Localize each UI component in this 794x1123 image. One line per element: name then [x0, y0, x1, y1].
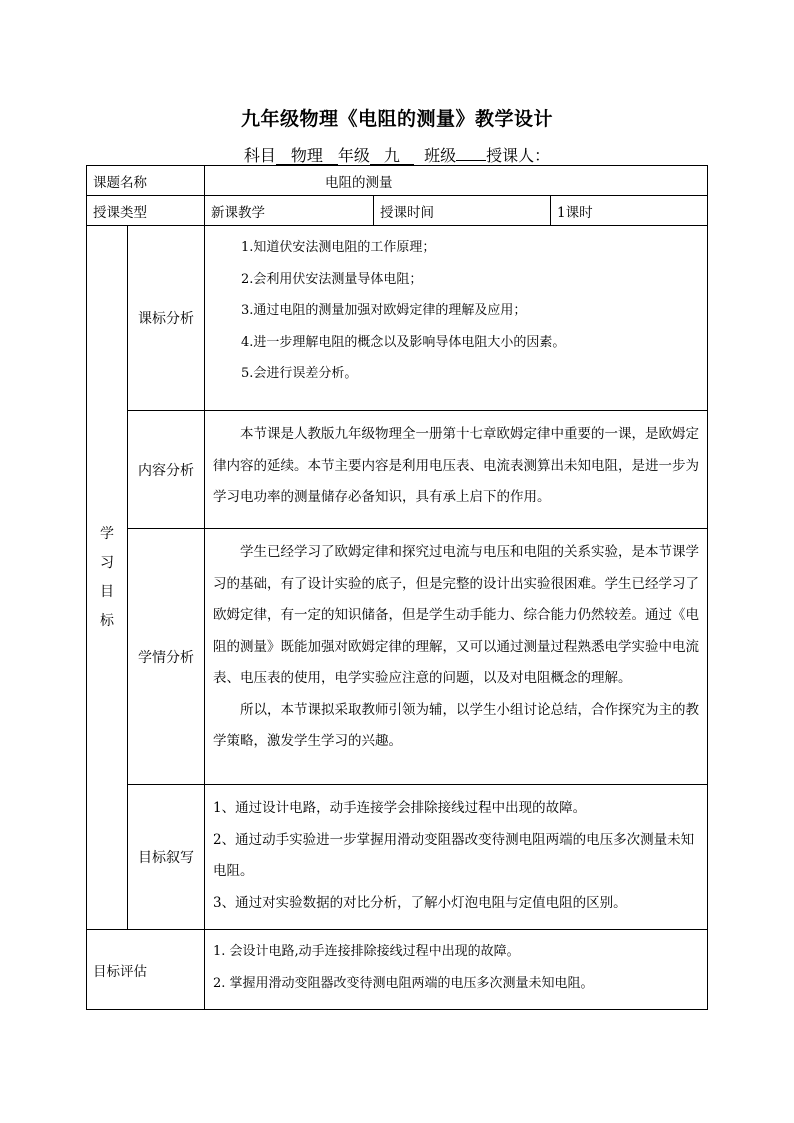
- type-value: 新课教学: [205, 196, 374, 226]
- goal-row: [87, 785, 708, 930]
- list-item: 2. 掌握用滑动变阻器改变待测电阻两端的电压多次测量未知电阻。: [213, 975, 594, 991]
- eval-row: [87, 930, 708, 1010]
- type-row: [87, 196, 708, 226]
- class-value: [456, 144, 486, 161]
- goal-label: 目标叙写: [128, 785, 205, 930]
- class-label: 班级: [424, 146, 457, 165]
- content-paragraph: 本节课是人教版九年级物理全一册第十七章欧姆定律中重要的一课，是欧姆定律内容的延续。本节主要内容是利用电压表、电流表测算出未知电阻，是进一步为学习电功率的测量储存必备知识，具有承上启下的作用。: [213, 426, 700, 505]
- topic-label: 课题名称: [87, 166, 205, 196]
- student-paragraph-2: 所以，本节课拟采取教师引领为辅，以学生小组讨论总结，合作探究为主的教学策略，激发学生学习的兴趣。: [213, 701, 700, 749]
- list-item: 2、通过动手实验进一步掌握用滑动变阻器改变待测电阻两端的电压多次测量未知电阻。: [213, 831, 695, 879]
- section-char-4: 标: [100, 612, 114, 629]
- list-item: 3、通过对实验数据的对比分析，了解小灯泡电阻与定值电阻的区别。: [213, 894, 627, 911]
- meta-line: [0, 143, 794, 166]
- student-row: [87, 529, 708, 785]
- eval-list: [205, 930, 708, 1010]
- list-item: 1.知道伏安法测电阻的工作原理；: [241, 240, 436, 255]
- section-char-2: 习: [100, 554, 114, 571]
- curriculum-list: [205, 226, 708, 411]
- curriculum-label: 课标分析: [128, 226, 205, 411]
- goal-list: [205, 785, 708, 930]
- list-item: 2.会利用伏安法测量导体电阻；: [241, 271, 423, 287]
- topic-row: [87, 166, 708, 196]
- list-item: 5.会进行误差分析。: [241, 366, 358, 381]
- lesson-plan-table: [86, 165, 708, 1010]
- content-row: [87, 411, 708, 529]
- teacher-label: 授课人：: [486, 146, 551, 165]
- subject-label: 科目: [243, 146, 276, 165]
- section-char-1: 学: [100, 525, 114, 542]
- section-label-learning-goals: [87, 226, 128, 930]
- list-item: 1. 会设计电路,动手连接排除接线过程中出现的故障。: [213, 944, 520, 959]
- list-item: 3.通过电阻的测量加强对欧姆定律的理解及应用；: [241, 303, 527, 318]
- student-paragraph-1: 学生已经学习了欧姆定律和探究过电流与电压和电阻的关系实验，是本节课学习的基础，有了设计实验的底子，但是完整的设计出实验很困难。学生已经学习了欧姆定律，有一定的知识储备，但是学生动手能力、综合能力仍然较差。通过《电阻的测量》既能加强对欧姆定律的理解，又可以通过测量过程熟悉电学实验中电流表、电压表的使用，电学实验应注意的问题，以及对电阻概念的理解。: [213, 544, 700, 686]
- student-text: [205, 529, 708, 785]
- grade-value: 九: [370, 148, 414, 165]
- type-label: 授课类型: [87, 196, 205, 226]
- time-label: 授课时间: [374, 196, 551, 226]
- content-label: 内容分析: [128, 411, 205, 529]
- section-char-3: 目: [100, 583, 114, 600]
- topic-value: 电阻的测量: [205, 166, 708, 196]
- curriculum-row: [87, 226, 708, 411]
- grade-label: 年级: [337, 146, 370, 165]
- list-item: 1、通过设计电路，动手连接学会排除接线过程中出现的故障。: [213, 800, 587, 816]
- time-value: 1课时: [551, 196, 708, 226]
- content-text: [205, 411, 708, 529]
- list-item: 4.进一步理解电阻的概念以及影响导体电阻大小的因素。: [241, 334, 566, 350]
- eval-label: 目标评估: [87, 930, 205, 1010]
- subject-value: 物理: [276, 148, 338, 165]
- document-title: 九年级物理《电阻的测量》教学设计: [240, 108, 553, 130]
- student-label: 学情分析: [128, 529, 205, 785]
